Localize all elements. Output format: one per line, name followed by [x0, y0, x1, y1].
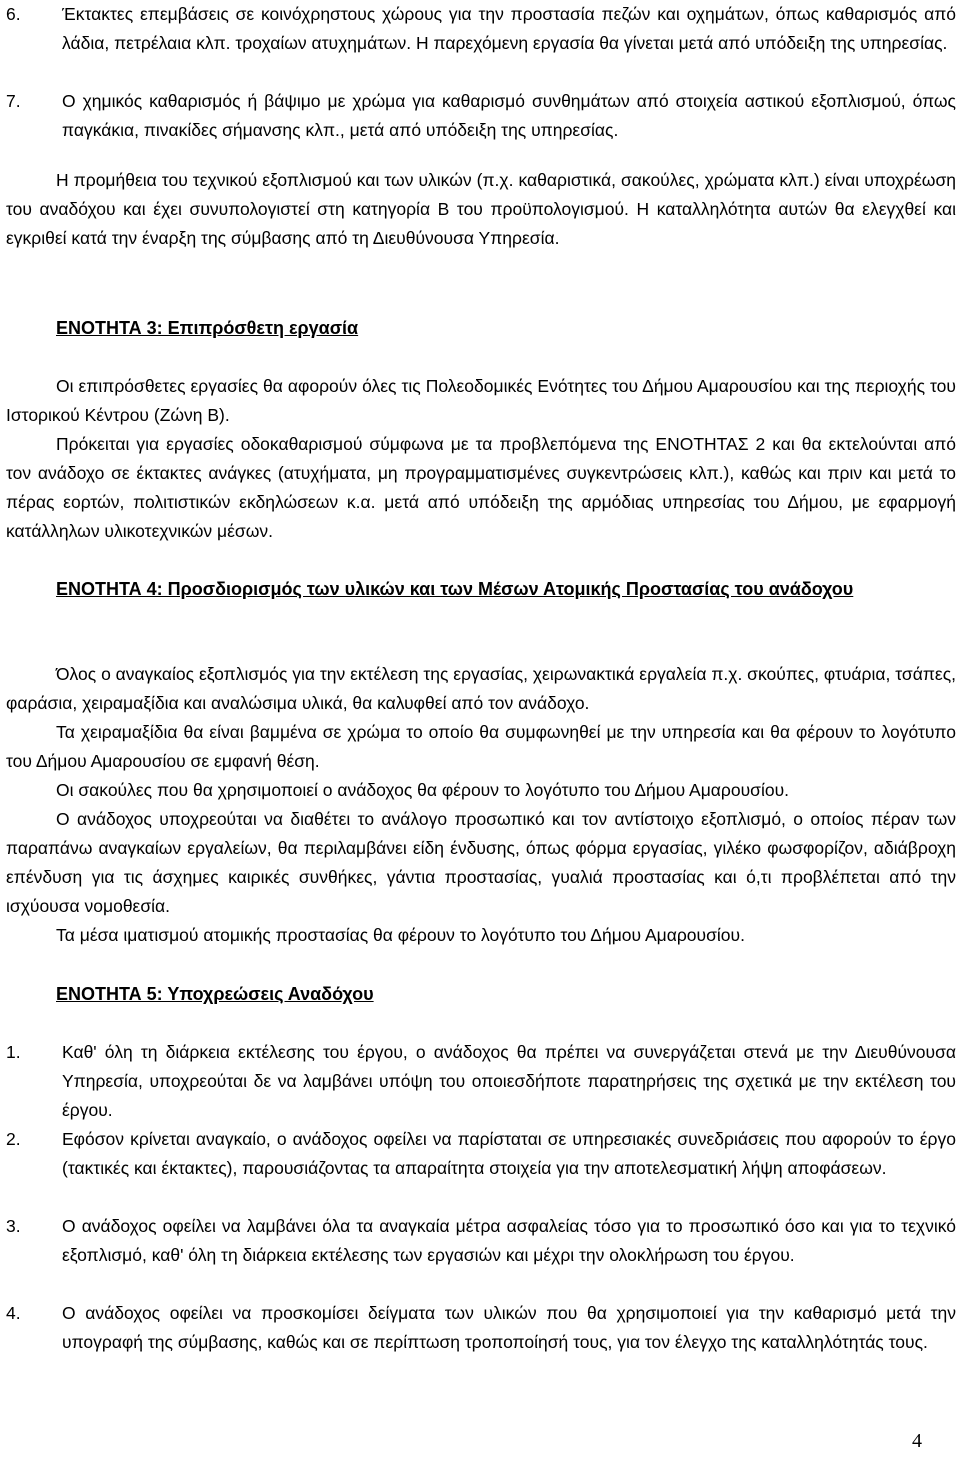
- section3-paragraph: Πρόκειται για εργασίες οδοκαθαρισμού σύμφωνα με τα προβλεπόμενα της ΕΝΟΤΗΤΑΣ 2 και θα εκτελούνται από τον ανάδοχο σε έκτακτες ανάγκες (ατυχήματα, μη προγραμματισμένες συγκεντρώσεις κλπ.), καθώς και πριν και μετά το πέρας εορτών, πολιτιστικών εκδηλώσεων κ.α. μετά από υπόδειξη της αρμόδιας υπηρεσίας του Δήμου, με εφαρμογή κατάλληλων υλικοτεχνικών μέσων.: [6, 434, 956, 541]
- list-text: Ο χημικός καθαρισμός ή βάψιμο με χρώμα για καθαρισμό συνθημάτων από στοιχεία αστικού εξοπλισμού, όπως παγκάκια, πινακίδες σήμανσης κλπ., μετά από υπόδειξη της υπηρεσίας.: [62, 91, 956, 140]
- list-item: [6, 1125, 956, 1183]
- section4-paragraph: Τα μέσα ιματισμού ατομικής προστασίας θα φέρουν το λογότυπο του Δήμου Αμαρουσίου.: [56, 925, 745, 945]
- list-item: [6, 87, 956, 145]
- list-text: Έκτακτες επεμβάσεις σε κοινόχρηστους χώρους για την προστασία πεζών και οχημάτων, όπως καθαρισμός από λάδια, πετρέλαια κλπ. τροχαίων ατυχημάτων. Η παρεχόμενη εργασία θα γίνεται μετά από υπόδειξη της υπηρεσίας.: [62, 4, 956, 53]
- list-number: 4.: [6, 1303, 21, 1323]
- list-text: Ο ανάδοχος οφείλει να λαμβάνει όλα τα αναγκαία μέτρα ασφαλείας τόσο για το προσωπικό όσο και για το τεχνικό εξοπλισμό, καθ' όλη τη διάρκεια εκτέλεσης των εργασιών και μέχρι την ολοκλήρωση του έργου.: [62, 1216, 956, 1265]
- list-number: 2.: [6, 1129, 21, 1149]
- list-text: Καθ' όλη τη διάρκεια εκτέλεσης του έργου, ο ανάδοχος θα πρέπει να συνεργάζεται στενά με την Διευθύνουσα Υπηρεσία, υποχρεούται δε να λαμβάνει υπόψη του οποιεσδήποτε παρατηρήσεις της σχετικά με την εκτέλεση του έργου.: [62, 1042, 956, 1120]
- list-text: Εφόσον κρίνεται αναγκαίο, ο ανάδοχος οφείλει να παρίσταται σε υπηρεσιακές συνεδριάσεις που αφορούν το έργο (τακτικές και έκτακτες), παρουσιάζοντας τα απαραίτητα στοιχεία για την αποτελεσματική λήψη αποφάσεων.: [62, 1129, 956, 1178]
- list-item: [6, 0, 956, 58]
- section4-paragraph: Τα χειραμαξίδια θα είναι βαμμένα σε χρώμα το οποίο θα συμφωνηθεί με την υπηρεσία και θα φέρουν το λογότυπο του Δήμου Αμαρουσίου σε εμφανή θέση.: [6, 722, 956, 771]
- list-item: [6, 1299, 956, 1357]
- section4-paragraph: Οι σακούλες που θα χρησιμοποιεί ο ανάδοχος θα φέρουν το λογότυπο του Δήμου Αμαρουσίου.: [56, 780, 790, 800]
- list-item: [6, 1212, 956, 1270]
- section4-paragraph: Ο ανάδοχος υποχρεούται να διαθέτει το ανάλογο προσωπικό και τον αντίστοιχο εξοπλισμό, ο οποίος πέραν των παραπάνω αναγκαίων εργαλείων, θα περιλαμβάνει είδη ένδυσης, όπως φόρμα εργασίας, γιλέκο φωσφορίζον, αδιάβροχη επένδυση για τις άσχημες καιρικές συνθήκες, γάντια προστασίας, γυαλιά προστασίας και ό,τι προβλέπεται από την ισχύουσα νομοθεσία.: [6, 809, 956, 916]
- list-number: 6.: [6, 4, 21, 24]
- supply-paragraph: Η προμήθεια του τεχνικού εξοπλισμού και των υλικών (π.χ. καθαριστικά, σακούλες, χρώματα κλπ.) είναι υποχρέωση του αναδόχου και έχει συνυπολογιστεί στη κατηγορία Β του προϋπολογισμού. Η καταλληλότητα αυτών θα ελεγχθεί και εγκριθεί κατά την έναρξη της σύμβασης από τη Διευθύνουσα Υπηρεσία.: [6, 170, 956, 248]
- list-number: 7.: [6, 91, 21, 111]
- section3-heading: ΕΝΟΤΗΤΑ 3: Επιπρόσθετη εργασία: [56, 318, 359, 338]
- section4-heading: ΕΝΟΤΗΤΑ 4: Προσδιορισμός των υλικών και των Μέσων Ατομικής Προστασίας του ανάδοχου: [56, 579, 854, 599]
- list-number: 3.: [6, 1216, 21, 1236]
- section5-heading: ΕΝΟΤΗΤΑ 5: Υποχρεώσεις Αναδόχου: [56, 984, 374, 1004]
- page-number: 4: [912, 1430, 922, 1452]
- section4-paragraph: Όλος ο αναγκαίος εξοπλισμός για την εκτέλεση της εργασίας, χειρωνακτικά εργαλεία π.χ. σκούπες, φτυάρια, τσάπες, φαράσια, χειραμαξίδια και αναλώσιμα υλικά, θα καλυφθεί από τον ανάδοχο.: [6, 664, 956, 713]
- list-item: [6, 1038, 956, 1125]
- section3-paragraph: Οι επιπρόσθετες εργασίες θα αφορούν όλες τις Πολεοδομικές Ενότητες του Δήμου Αμαρουσίου και της περιοχής του Ιστορικού Κέντρου (Ζώνη Β).: [6, 376, 956, 425]
- list-number: 1.: [6, 1042, 21, 1062]
- list-text: Ο ανάδοχος οφείλει να προσκομίσει δείγματα των υλικών που θα χρησιμοποιεί για την καθαρισμό μετά την υπογραφή της σύμβασης, καθώς και σε περίπτωση τροποποίησή τους, για τον έλεγχο της καταλληλότητάς τους.: [62, 1303, 956, 1352]
